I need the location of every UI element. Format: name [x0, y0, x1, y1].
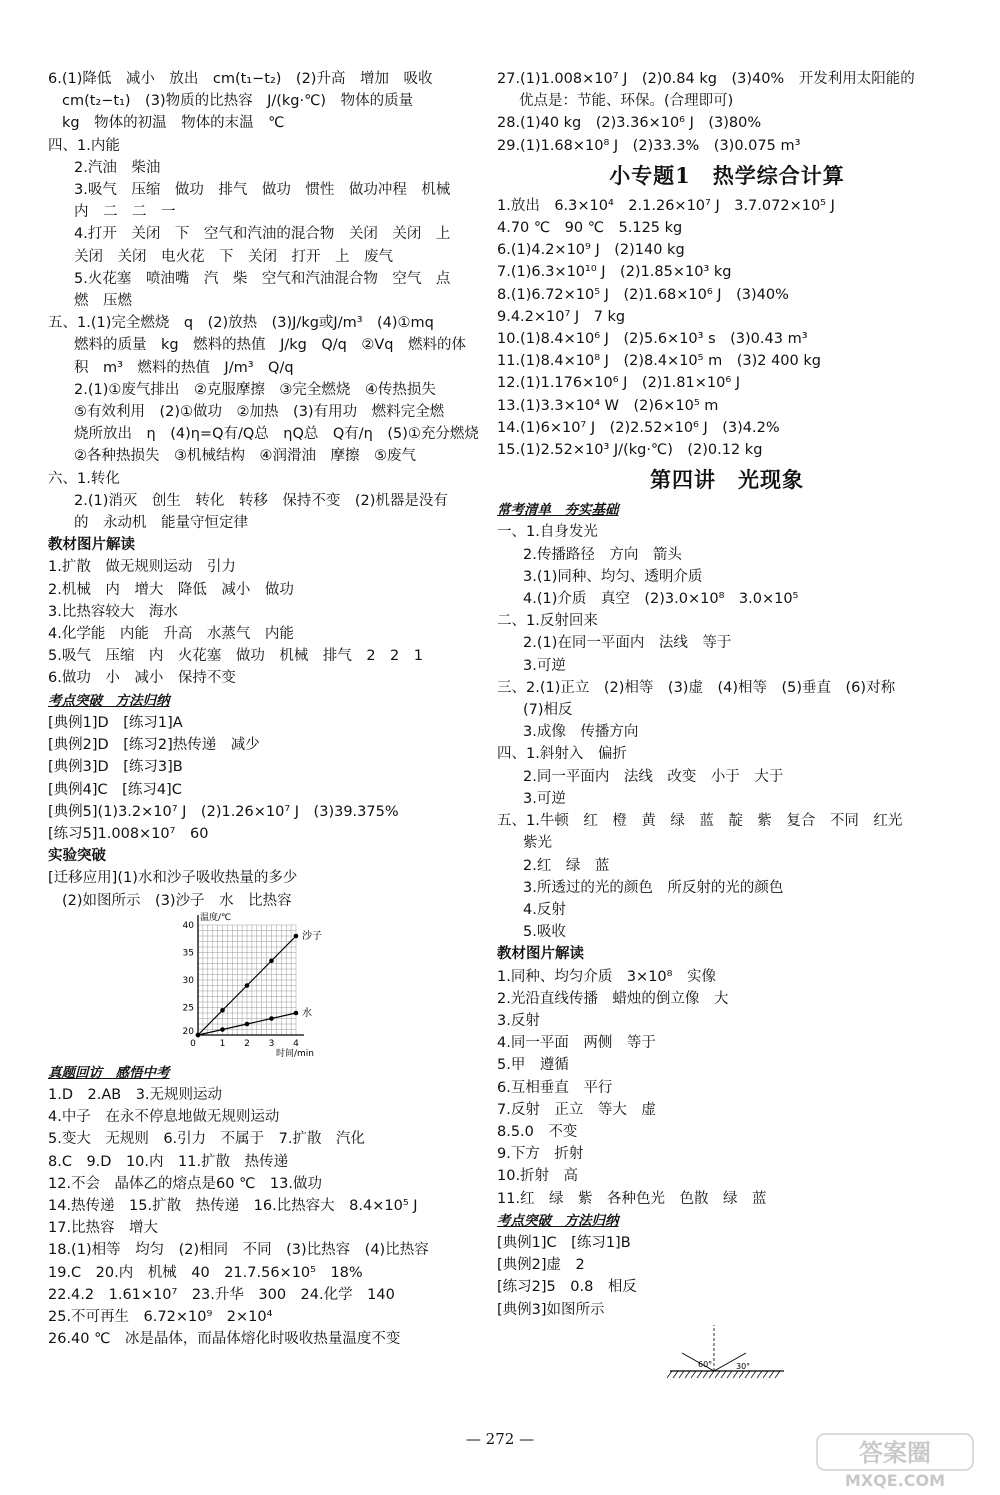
y-tick-label: 40	[182, 920, 194, 931]
answer-line: 四、1.斜射入 偏折	[497, 746, 627, 763]
hatch-mark	[673, 1371, 678, 1378]
hatch-mark	[709, 1371, 714, 1378]
hatch-mark	[775, 1371, 780, 1378]
x-tick-label: 2	[244, 1038, 250, 1049]
answer-line: 内 二 二 一	[74, 204, 176, 221]
hatch-mark	[679, 1371, 684, 1378]
answer-line: 的 永动机 能量守恒定律	[74, 515, 248, 532]
answer-line: 14.(1)6×10⁷ J (2)2.52×10⁶ J (3)4.2%	[497, 419, 780, 436]
answer-line: 7.(1)6.3×10¹⁰ J (2)1.85×10³ kg	[497, 264, 732, 281]
data-point	[220, 1027, 225, 1032]
y-tick-label: 30	[182, 975, 194, 986]
left-column	[48, 68, 478, 1350]
answer-line: 烧所放出 η (4)η=Q有/Q总 ηQ总 Q有/η (5)①充分燃烧	[74, 426, 479, 443]
answer-line: 4.同一平面 两侧 等于	[497, 1035, 656, 1052]
answer-line: 4.打开 关闭 下 空气和汽油的混合物 关闭 关闭 上	[74, 226, 451, 243]
answer-line: 优点是：节能、环保。(合理即可)	[519, 93, 734, 110]
answer-line: 3.(1)同种、均匀、透明介质	[523, 568, 703, 585]
answer-line: [典例1]D [练习1]A	[48, 714, 183, 731]
answer-line: [典例2]虚 2	[497, 1257, 585, 1274]
data-point	[294, 933, 299, 938]
answer-line: 8.(1)6.72×10⁵ J (2)1.68×10⁶ J (3)40%	[497, 286, 789, 303]
answer-line: 4.70 ℃ 90 ℃ 5.125 kg	[497, 220, 683, 237]
answer-line: 17.比热容 增大	[48, 1220, 159, 1237]
answer-line: 25.不可再生 6.72×10⁹ 2×10⁴	[48, 1308, 273, 1325]
answer-line: 2.同一平面内 法线 改变 小于 大于	[523, 768, 784, 785]
answer-line: 1.放出 6.3×10⁴ 2.1.26×10⁷ J 3.7.072×10⁵ J	[497, 197, 835, 214]
answer-line: 4.中子 在永不停息地做无规则运动	[48, 1109, 280, 1126]
answer-line: 1.D 2.AB 3.无规则运动	[48, 1086, 223, 1103]
watermark-url: MXQE.COM	[844, 1471, 946, 1490]
y-tick-label: 20	[182, 1026, 194, 1037]
answer-line: 1.扩散 做无规则运动 引力	[48, 559, 236, 576]
hatch-mark	[721, 1371, 726, 1378]
answer-line: [典例3]D [练习3]B	[48, 759, 183, 776]
answer-line: 5.吸气 压缩 内 火花塞 做功 机械 排气 2 2 1	[48, 648, 424, 665]
answer-line: 燃料的质量 kg 燃料的热值 J/kg Q/q ②Vq 燃料的体	[74, 337, 466, 354]
answer-line: 7.反射 正立 等大 虚	[497, 1101, 656, 1118]
answer-line: 10.折射 高	[497, 1168, 579, 1185]
answer-line: ②各种热损失 ③机械结构 ④润滑油 摩擦 ⑤废气	[74, 448, 416, 465]
data-point	[196, 1032, 201, 1037]
answer-line: 2.(1)消灭 创生 转化 转移 保持不变 (2)机器是没有	[74, 492, 448, 509]
answer-line: 4.化学能 内能 升高 水蒸气 内能	[48, 626, 294, 643]
x-axis-label: 时间/min	[276, 1048, 315, 1059]
answer-line: 4.(1)介质 真空 (2)3.0×10⁸ 3.0×10⁵	[523, 591, 799, 608]
answer-line: 一、1.自身发光	[497, 524, 598, 541]
answer-line: 12.(1)1.176×10⁶ J (2)1.81×10⁶ J	[497, 375, 741, 392]
answer-line: [练习5]1.008×10⁷ 60	[48, 825, 209, 842]
answer-line: 五、1.(1)完全燃烧 q (2)放热 (3)J/kg或J/m³ (4)①mq	[48, 315, 434, 332]
answer-line: [典例4]C [练习4]C	[48, 781, 182, 798]
answer-line: 二、1.反射回来	[497, 613, 598, 630]
x-tick-label: 1	[219, 1038, 226, 1049]
answer-line: 关闭 关闭 电火花 下 关闭 打开 上 废气	[74, 248, 393, 265]
y-tick-label: 35	[182, 948, 194, 959]
answer-line: 3.可逆	[523, 657, 566, 674]
answer-line: 3.成像 传播方向	[523, 724, 639, 741]
hatch-mark	[733, 1371, 738, 1378]
hatch-mark	[691, 1371, 696, 1378]
data-point	[245, 983, 250, 988]
hatch-mark	[715, 1371, 720, 1378]
answer-line: 2.传播路径 方向 箭头	[523, 546, 682, 563]
hatch-mark	[745, 1371, 750, 1378]
x-tick-label: 0	[190, 1038, 196, 1049]
hatch-mark	[739, 1371, 744, 1378]
right-column	[497, 68, 957, 1391]
answer-line: 8.5.0 不变	[497, 1123, 578, 1140]
watermark-text: 答案圈	[859, 1439, 931, 1467]
answer-line: 四、1.内能	[48, 137, 120, 154]
answer-line: 6.互相垂直 平行	[497, 1079, 613, 1096]
x-tick-label: 3	[268, 1038, 275, 1049]
hatch-mark	[769, 1371, 774, 1378]
answer-line: 6.做功 小 减小 保持不变	[48, 670, 236, 687]
answer-line: 2.机械 内 增大 降低 减小 做功	[48, 581, 294, 598]
reflection-figure	[497, 1321, 957, 1391]
y-axis-label: 温度/℃	[200, 912, 232, 923]
answer-line: 5.甲 遵循	[497, 1057, 569, 1074]
answer-line: 6.(1)4.2×10⁹ J (2)140 kg	[497, 242, 685, 259]
page-number: — 272 —	[465, 1430, 535, 1448]
data-point	[269, 958, 274, 963]
watermark-logo	[815, 1430, 975, 1490]
hatch-mark	[757, 1371, 762, 1378]
answer-line: 9.下方 折射	[497, 1146, 584, 1163]
data-point	[269, 1016, 274, 1021]
answer-line: 3.所透过的光的颜色 所反射的光的颜色	[523, 879, 784, 896]
answer-line: 10.(1)8.4×10⁶ J (2)5.6×10³ s (3)0.43 m³	[497, 331, 808, 348]
answer-line: 3.吸气 压缩 做功 排气 做功 惯性 做功冲程 机械	[74, 182, 451, 199]
hatch-mark	[667, 1371, 672, 1378]
data-point	[245, 1021, 250, 1026]
answer-line: ⑤有效利用 (2)①做功 ②加热 (3)有用功 燃料完全燃	[74, 404, 445, 421]
answer-line: 27.(1)1.008×10⁷ J (2)0.84 kg (3)40% 开发利用太阳能的	[497, 71, 915, 87]
answer-line: cm(t₂−t₁) (3)物质的比热容 J/(kg·℃) 物体的质量	[62, 93, 414, 110]
answer-line: 2.红 绿 蓝	[523, 857, 610, 874]
hatch-mark	[697, 1371, 702, 1378]
answer-line: 22.4.2 1.61×10⁷ 23.升华 300 24.化学 140	[48, 1286, 395, 1303]
answer-line: 3.可逆	[523, 790, 566, 807]
hatch-mark	[685, 1371, 690, 1378]
answer-line: 2.(1)①废气排出 ②克服摩擦 ③完全燃烧 ④传热损失	[74, 381, 436, 398]
answer-line: 11.(1)8.4×10⁸ J (2)8.4×10⁵ m (3)2 400 kg	[497, 353, 821, 370]
answer-line: [典例2]D [练习2]热传递 减少	[48, 737, 260, 754]
answer-line: kg 物体的初温 物体的末温 ℃	[62, 115, 285, 132]
section-heading: 考点突破 方法归纳	[48, 692, 170, 709]
answer-line: 6.(1)降低 减小 放出 cm(t₁−t₂) (2)升高 增加 吸收	[48, 71, 433, 87]
section-heading: 教材图片解读	[497, 946, 584, 963]
section-heading: 教材图片解读	[48, 537, 135, 554]
answer-line: 3.反射	[497, 1012, 540, 1029]
answer-line: 5.火花塞 喷油嘴 汽 柴 空气和汽油混合物 空气 点	[74, 270, 451, 287]
section-heading: 考点突破 方法归纳	[497, 1212, 619, 1229]
answer-line: 3.比热容较大 海水	[48, 603, 178, 620]
answer-line: 三、2.(1)正立 (2)相等 (3)虚 (4)相等 (5)垂直 (6)对称	[497, 679, 896, 696]
hatch-mark	[763, 1371, 768, 1378]
answer-line: 燃 压燃	[74, 293, 132, 310]
answer-line: 5.变大 无规则 6.引力 不属于 7.扩散 汽化	[48, 1131, 366, 1148]
reflection-figure-svg	[662, 1321, 792, 1391]
answer-line: 18.(1)相等 均匀 (2)相同 不同 (3)比热容 (4)比热容	[48, 1242, 429, 1259]
section-title: 小专题1 热学综合计算	[609, 162, 845, 188]
answer-line: 4.反射	[523, 901, 566, 918]
answer-line: 紫光	[523, 835, 552, 852]
answer-line: 14.热传递 15.扩散 热传递 16.比热容大 8.4×10⁵ J	[48, 1197, 418, 1214]
section-heading: 真题回访 感悟中考	[48, 1064, 170, 1081]
section-title: 第四讲 光现象	[650, 467, 804, 493]
x-tick-label: 4	[293, 1038, 299, 1049]
answer-line: 2.汽油 柴油	[74, 159, 161, 176]
answer-line: [迁移应用](1)水和沙子吸收热量的多少	[48, 870, 298, 887]
answer-line: [典例1]C [练习1]B	[497, 1234, 631, 1251]
answer-line: 19.C 20.内 机械 40 21.7.56×10⁵ 18%	[48, 1264, 363, 1281]
answer-line: 5.吸收	[523, 924, 566, 941]
section-heading: 实验突破	[48, 848, 106, 865]
answer-line: 1.同种、均匀介质 3×10⁸ 实像	[497, 968, 716, 985]
answer-line: (2)如图所示 (3)沙子 水 比热容	[62, 892, 292, 909]
section-heading: 常考清单 夯实基础	[497, 502, 619, 519]
angle-label: 60°	[698, 1359, 713, 1369]
answer-line: [典例3]如图所示	[497, 1301, 605, 1318]
hatch-mark	[727, 1371, 732, 1378]
answer-line: 11.红 绿 紫 各种色光 色散 绿 蓝	[497, 1190, 767, 1207]
answer-line: 13.(1)3.3×10⁴ W (2)6×10⁵ m	[497, 397, 719, 414]
answer-line: (7)相反	[523, 702, 573, 719]
answer-line: 2.光沿直线传播 蜡烛的倒立像 大	[497, 990, 729, 1007]
answer-line: 8.C 9.D 10.内 11.扩散 热传递	[48, 1153, 289, 1170]
data-point	[220, 1008, 225, 1013]
answer-line: 五、1.牛顿 红 橙 黄 绿 蓝 靛 紫 复合 不同 红光	[497, 813, 903, 830]
y-tick-label: 25	[182, 1003, 194, 1014]
answer-line: 12.不会 晶体乙的熔点是60 ℃ 13.做功	[48, 1175, 322, 1192]
angle-label: 30°	[736, 1361, 751, 1371]
answer-line: 15.(1)2.52×10³ J/(kg·℃) (2)0.12 kg	[497, 442, 763, 459]
answer-line: [典例5](1)3.2×10⁷ J (2)1.26×10⁷ J (3)39.375%	[48, 803, 399, 820]
series-label: 水	[302, 1007, 312, 1019]
answer-line: 26.40 ℃ 冰是晶体，而晶体熔化时吸收热量温度不变	[48, 1331, 401, 1348]
answer-line: 29.(1)1.68×10⁸ J (2)33.3% (3)0.075 m³	[497, 137, 801, 154]
answer-line: 2.(1)在同一平面内 法线 等于	[523, 635, 732, 652]
answer-line: 28.(1)40 kg (2)3.36×10⁶ J (3)80%	[497, 115, 762, 132]
answer-line: 六、1.转化	[48, 470, 120, 487]
answer-line: 积 m³ 燃料的热值 J/m³ Q/q	[74, 359, 294, 376]
temperature-chart-svg	[168, 912, 428, 1062]
answer-line: 9.4.2×10⁷ J 7 kg	[497, 308, 626, 325]
hatch-mark	[703, 1371, 708, 1378]
answer-line: [练习2]5 0.8 相反	[497, 1279, 637, 1296]
data-point	[294, 1010, 299, 1015]
hatch-mark	[751, 1371, 756, 1378]
series-label: 沙子	[302, 930, 322, 942]
temperature-chart	[48, 912, 478, 1062]
